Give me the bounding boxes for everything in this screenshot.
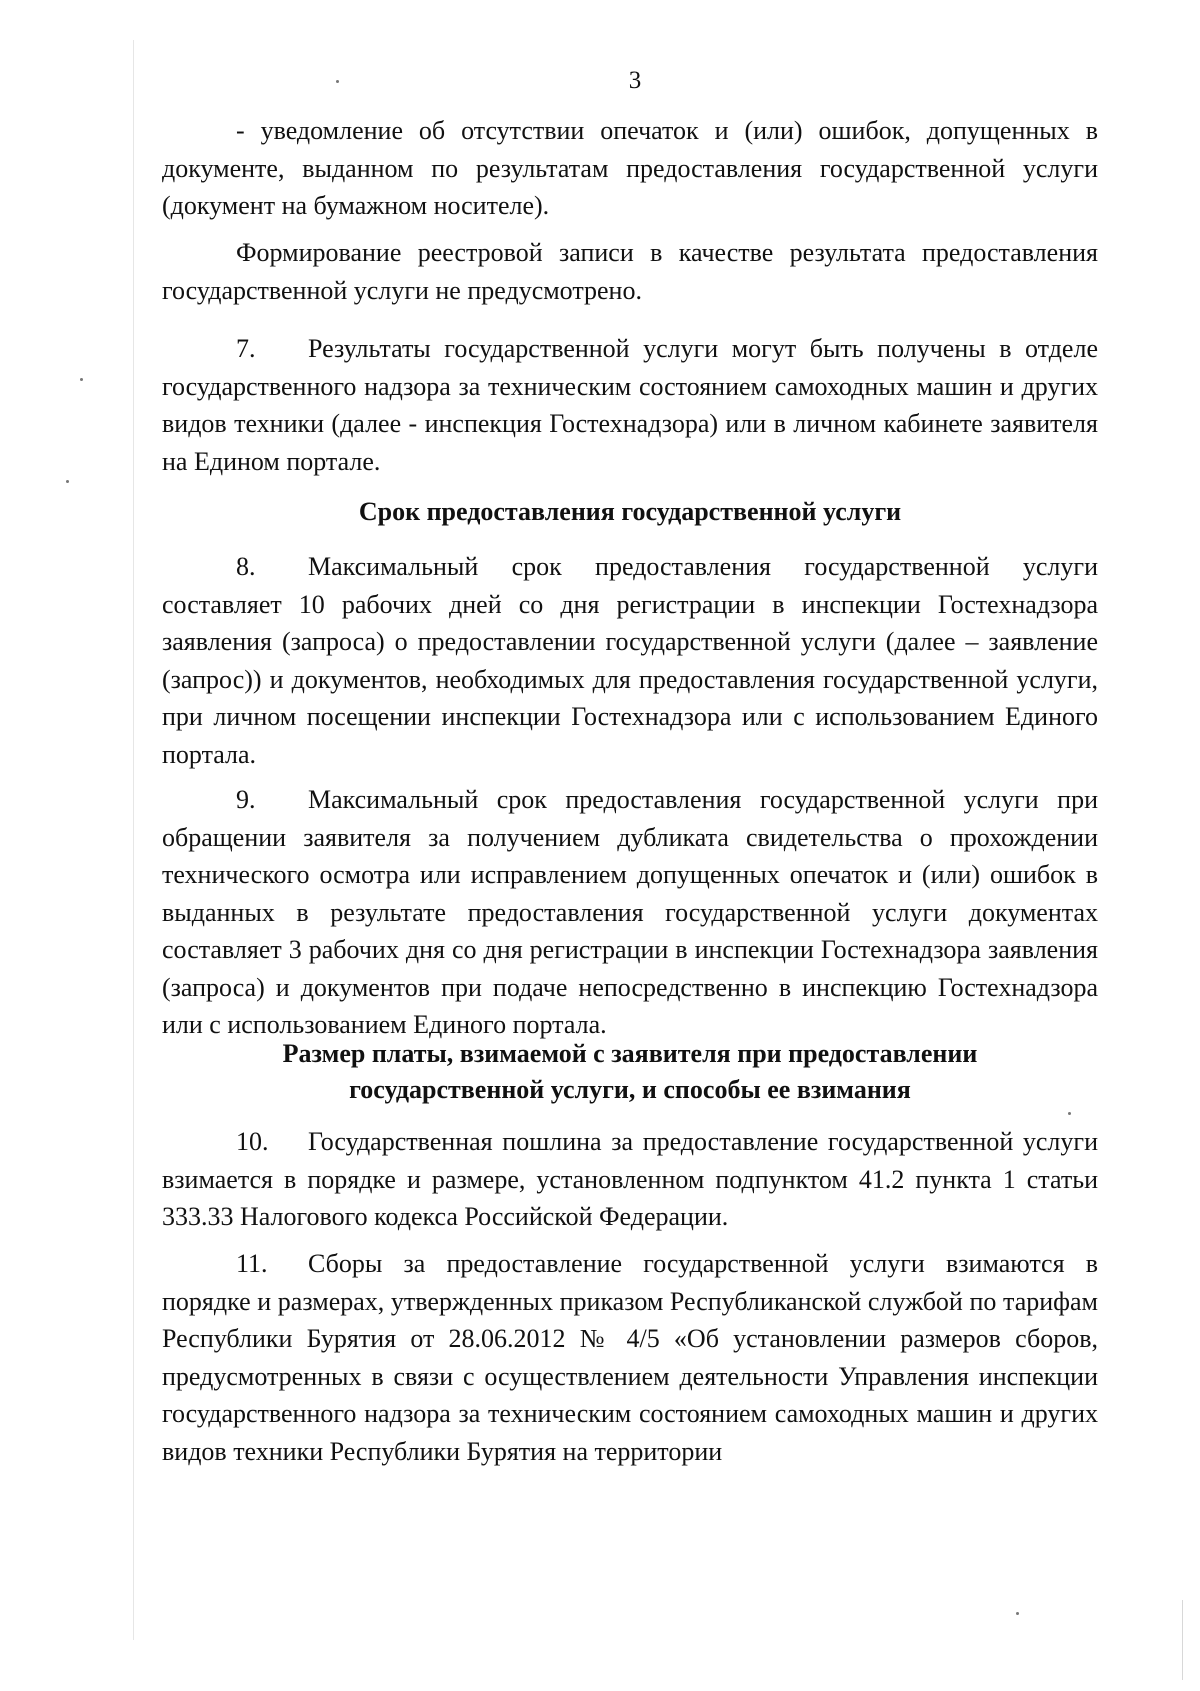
paragraph-9-text: Максимальный срок предоставления государственной услуги при обращении заявителя за получением дубликата свидетельства о прохождении технического осмотра или исправлением допущенных опечаток и (или) ошибок в выданных в результате предоставления государственной услуги документах составляет 3 рабочих дня со дня регистрации в инспекции Гостехнадзора заявления (запроса) и документов при подаче непосредственно в инспекцию Гостехнадзора или с использованием Единого портала.: [162, 785, 1098, 1039]
paragraph-notice-text: - уведомление об отсутствии опечаток и (или) ошибок, допущенных в документе, выданном по результатам предоставления государственной услуги (документ на бумажном носителе).: [162, 116, 1098, 220]
paragraph-10: [162, 1123, 1098, 1236]
paragraph-7-text: Результаты государственной услуги могут быть получены в отделе государственного надзора за техническим состоянием самоходных машин и других видов техники (далее - инспекция Гостехнадзора) или в личном кабинете заявителя на Едином портале.: [162, 334, 1098, 476]
paragraph-9: [162, 781, 1098, 1044]
page-number: 3: [628, 67, 642, 94]
paragraph-8-text: Максимальный срок предоставления государственной услуги составляет 10 рабочих дней со дня регистрации в инспекции Гостехнадзора заявления (запроса) о предоставлении государственной услуги (далее – заявление (запрос)) и документов, необходимых для предоставления государственной услуги, при личном посещении инспекции Гостехнадзора или с использованием Единого портала.: [162, 552, 1098, 769]
section-heading-fee-line1: Размер платы, взимаемой с заявителя при предоставлении: [282, 1039, 978, 1068]
paragraph-11: [162, 1245, 1098, 1470]
paragraph-number: 11.: [236, 1249, 268, 1278]
paragraph-7: [162, 330, 1098, 480]
scan-edge-line-right: [1182, 1600, 1183, 1680]
scan-speck: [336, 80, 339, 83]
paragraph-8: [162, 548, 1098, 773]
scan-speck: [1016, 1612, 1019, 1615]
paragraph-number: 8.: [236, 552, 256, 581]
paragraph-registry: [162, 234, 1098, 309]
paragraph-10-text: Государственная пошлина за предоставление государственной услуги взимается в порядке и размере, установленном подпунктом 41.2 пункта 1 статьи 333.33 Налогового кодекса Российской Федерации.: [162, 1127, 1098, 1231]
section-heading-term: [162, 494, 1098, 530]
paragraph-number: 7.: [236, 334, 256, 363]
scan-speck: [1068, 1112, 1071, 1115]
paragraph-notice: [162, 112, 1098, 225]
paragraph-11-text: Сборы за предоставление государственной услуги взимаются в порядке и размерах, утвержденных приказом Республиканской службой по тарифам Республики Бурятия от 28.06.2012 № 4/5 «Об установлении размеров сборов, предусмотренных в связи с осуществлением деятельности Управления инспекции государственного надзора за техническим состоянием самоходных машин и других видов техники Республики Бурятия на территории: [162, 1249, 1098, 1466]
scan-edge-line: [133, 40, 134, 1640]
paragraph-number: 9.: [236, 785, 256, 814]
section-heading-fee-line2: государственной услуги, и способы ее взимания: [349, 1075, 911, 1104]
scan-speck: [66, 480, 69, 483]
paragraph-registry-text: Формирование реестровой записи в качестве результата предоставления государственной услуги не предусмотрено.: [162, 238, 1098, 305]
section-heading-term-text: Срок предоставления государственной услуги: [358, 497, 902, 526]
scan-speck: [80, 378, 83, 381]
section-heading-fee: [162, 1036, 1098, 1108]
paragraph-number: 10.: [236, 1127, 269, 1156]
